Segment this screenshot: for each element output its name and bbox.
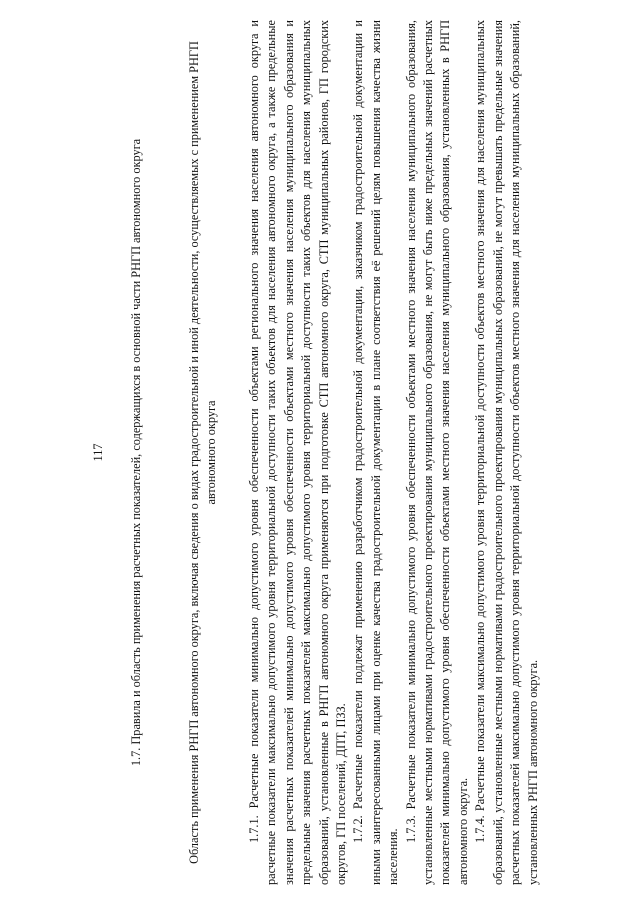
paragraph: 1.7.1. Расчетные показатели минимально допустимого уровня обеспеченности объектами регионального значения населения автономного округа и расчетные показатели максимально допустимого уровня территориальной доступности таких объектов для населения автономного округа, а также предельные значения расчетных показателей минимально допустимого уровня обеспеченности объектами местного значения населения муниципального образования и предельные значения расчетных показателей максимально допустимого уровня территориальной доступности таких объектов для населения муниципальных образований, установленные в РНГП автономного округа применяются при подготовке СТП автономного округа, СТП муниципальных районов, ГП городских округов, ГП поселений, ДПТ, ПЗЗ. — [247, 20, 349, 885]
rotated-text-block — [90, 20, 550, 885]
section-title: 1.7. Правила и область применения расчетных показателей, содержащихся в основной части РНГП автономного округа — [129, 138, 143, 767]
document-body — [246, 20, 542, 885]
subsection-title: Область применения РНГП автономного округа, включая сведения о видах градостроительной и иной деятельности, осуществляемых с применением РНГП автономного округа — [187, 41, 219, 864]
paragraph: 1.7.4. Расчетные показатели максимально допустимого уровня территориальной доступности объектов местного значения для населения муниципальных образований, установленные местными нормативами градостроительного проектирования муниципальных образований, не могут превышать предельные значения расчетных показателей максимально допустимого уровня территориальной доступности объектов местного значения для населения муниципальных образований, установленных РНГП автономного округа. — [473, 20, 540, 885]
page-number: 117 — [91, 443, 105, 462]
paragraph: 1.7.2. Расчетные показатели подлежат применению разработчиком градостроительной документации, заказчиком градостроительной документации и иными заинтересованными лицами при оценке качества градостроительной документации в плане соответствия её решений целям повышения качества жизни населения. — [351, 20, 401, 885]
paragraph: 1.7.3. Расчетные показатели минимально допустимого уровня обеспеченности объектами местного значения населения муниципального образования, установленные местными нормативами градостроительного проектирования муниципального образования, не могут быть ниже предельных значений расчетных показателей минимально допустимого уровня обеспеченности объектами местного значения населения муниципального образования, установленных в РНГП автономного округа. — [403, 20, 470, 885]
